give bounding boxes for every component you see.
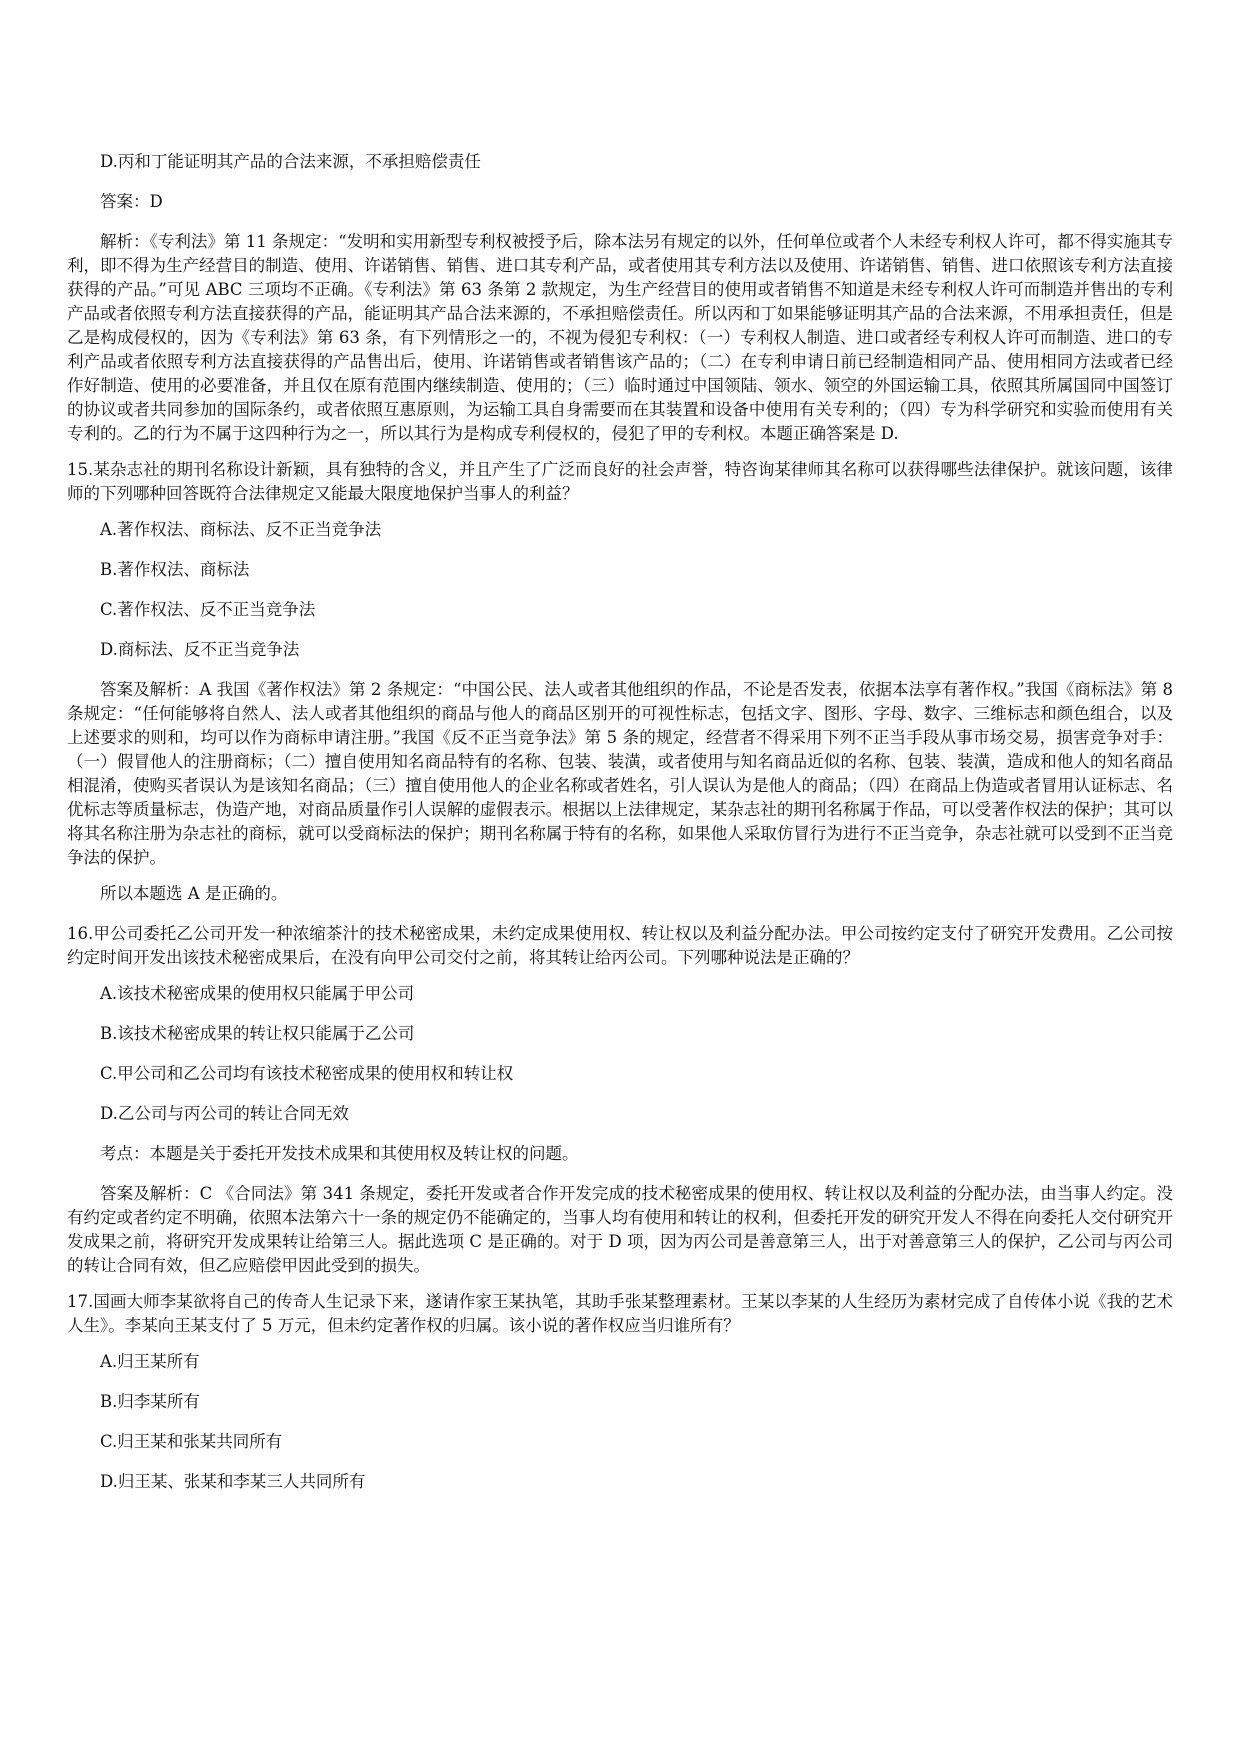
q16-option-d: D.乙公司与丙公司的转让合同无效 xyxy=(100,1104,349,1123)
q17-option-d: D.归王某、张某和李某三人共同所有 xyxy=(100,1472,366,1491)
q16-option-a: A.该技术秘密成果的使用权只能属于甲公司 xyxy=(100,984,415,1003)
q16-option-c: C.甲公司和乙公司均有该技术秘密成果的使用权和转让权 xyxy=(100,1064,514,1083)
q15-option-c: C.著作权法、反不正当竞争法 xyxy=(100,600,316,619)
q15-analysis: 答案及解析：A 我国《著作权法》第 2 条规定：“中国公民、法人或者其他组织的作品，不论是否发表，依据本法享有著作权。”我国《商标法》第 8 条规定：“任何能够将自然人、法人或者其他组织的商品与他人的商品区别开的可视性标志，包括文字、图形、字母、数字、三维标志和颜色组合，以及上述要求的则和，均可以作为商标申请注册。”我国《反不正当竞争法》第 5 条的规定，经营者不得采用下列不正当手段从事市场交易，损害竞争对手：（一）假冒他人的注册商标；（二）擅自使用知名商品特有的名称、包装、装潢，或者使用与知名商品近似的名称、包装、装潢，造成和他人的知名商品相混淆，使购买者误认为是该知名商品；（三）擅自使用他人的企业名称或者姓名，引人误认为是他人的商品；（四）在商品上伪造或者冒用认证标志、名优标志等质量标志，伪造产地，对商品质量作引人误解的虚假表示。根据以上法律规定，某杂志社的期刊名称属于作品，可以受著作权法的保护；其可以将其名称注册为杂志社的商标，就可以受商标法的保护；期刊名称属于特有的名称，如果他人采取仿冒行为进行不正当竞争，杂志社就可以受到不正当竞争法的保护。 xyxy=(67,680,1173,867)
q15-option-d: D.商标法、反不正当竞争法 xyxy=(100,640,300,659)
q15-question: 15.某杂志社的期刊名称设计新颖，具有独特的含义，并且产生了广泛而良好的社会声誉，特咨询某律师其名称可以获得哪些法律保护。就该问题，该律师的下列哪种回答既符合法律规定又能最大限度地保护当事人的利益？ xyxy=(67,460,1173,503)
document-page xyxy=(67,150,1173,1510)
q16-question: 16.甲公司委托乙公司开发一种浓缩茶汁的技术秘密成果，未约定成果使用权、转让权以及利益分配办法。甲公司按约定支付了研究开发费用。乙公司按约定时间开发出该技术秘密成果后，在没有向甲公司交付之前，将其转让给丙公司。下列哪种说法是正确的？ xyxy=(67,924,1173,967)
q17-option-b: B.归李某所有 xyxy=(100,1392,200,1411)
q16-key-point: 考点：本题是关于委托开发技术成果和其使用权及转让权的问题。 xyxy=(100,1144,579,1163)
q14-answer: 答案：D xyxy=(100,192,163,211)
q14-option-d: D.丙和丁能证明其产品的合法来源，不承担赔偿责任 xyxy=(100,152,481,171)
q15-conclusion: 所以本题选 A 是正确的。 xyxy=(100,884,288,903)
q16-option-b: B.该技术秘密成果的转让权只能属于乙公司 xyxy=(100,1024,415,1043)
q17-question: 17.国画大师李某欲将自己的传奇人生记录下来，遂请作家王某执笔，其助手张某整理素材。王某以李某的人生经历为素材完成了自传体小说《我的艺术人生》。李某向王某支付了 5 万元，但未约定著作权的归属。该小说的著作权应当归谁所有？ xyxy=(67,1292,1173,1335)
q14-analysis: 解析：《专利法》第 11 条规定：“发明和实用新型专利权被授予后，除本法另有规定的以外，任何单位或者个人未经专利权人许可，都不得实施其专利，即不得为生产经营目的制造、使用、许诺销售、销售、进口其专利产品，或者使用其专利方法以及使用、许诺销售、销售、进口依照该专利方法直接获得的产品。”可见 ABC 三项均不正确。《专利法》第 63 条第 2 款规定，为生产经营目的使用或者销售不知道是未经专利权人许可而制造并售出的专利产品或者依照专利方法直接获得的产品，能证明其产品合法来源的，不承担赔偿责任。所以丙和丁如果能够证明其产品的合法来源，不用承担责任，但是乙是构成侵权的，因为《专利法》第 63 条，有下列情形之一的，不视为侵犯专利权：（一）专利权人制造、进口或者经专利权人许可而制造、进口的专利产品或者依照专利方法直接获得的产品售出后，使用、许诺销售或者销售该产品的；（二）在专利申请日前已经制造相同产品、使用相同方法或者已经作好制造、使用的必要准备，并且仅在原有范围内继续制造、使用的；（三）临时通过中国领陆、领水、领空的外国运输工具，依照其所属国同中国签订的协议或者共同参加的国际条约，或者依照互惠原则，为运输工具自身需要而在其装置和设备中使用有关专利的；（四）专为科学研究和实验而使用有关专利的。乙的行为不属于这四种行为之一，所以其行为是构成专利侵权的，侵犯了甲的专利权。本题正确答案是 D. xyxy=(67,232,1173,443)
q16-analysis: 答案及解析：C 《合同法》第 341 条规定，委托开发或者合作开发完成的技术秘密成果的使用权、转让权以及利益的分配办法，由当事人约定。没有约定或者约定不明确，依照本法第六十一条的规定仍不能确定的，当事人均有使用和转让的权利，但委托开发的研究开发人不得在向委托人交付研究开发成果之前，将研究开发成果转让给第三人。据此选项 C 是正确的。对于 D 项，因为丙公司是善意第三人，出于对善意第三人的保护，乙公司与丙公司的转让合同有效，但乙应赔偿甲因此受到的损失。 xyxy=(67,1184,1173,1275)
q17-option-c: C.归王某和张某共同所有 xyxy=(100,1432,283,1451)
q15-option-a: A.著作权法、商标法、反不正当竞争法 xyxy=(100,520,382,539)
q17-option-a: A.归王某所有 xyxy=(100,1352,200,1371)
q15-option-b: B.著作权法、商标法 xyxy=(100,560,250,579)
